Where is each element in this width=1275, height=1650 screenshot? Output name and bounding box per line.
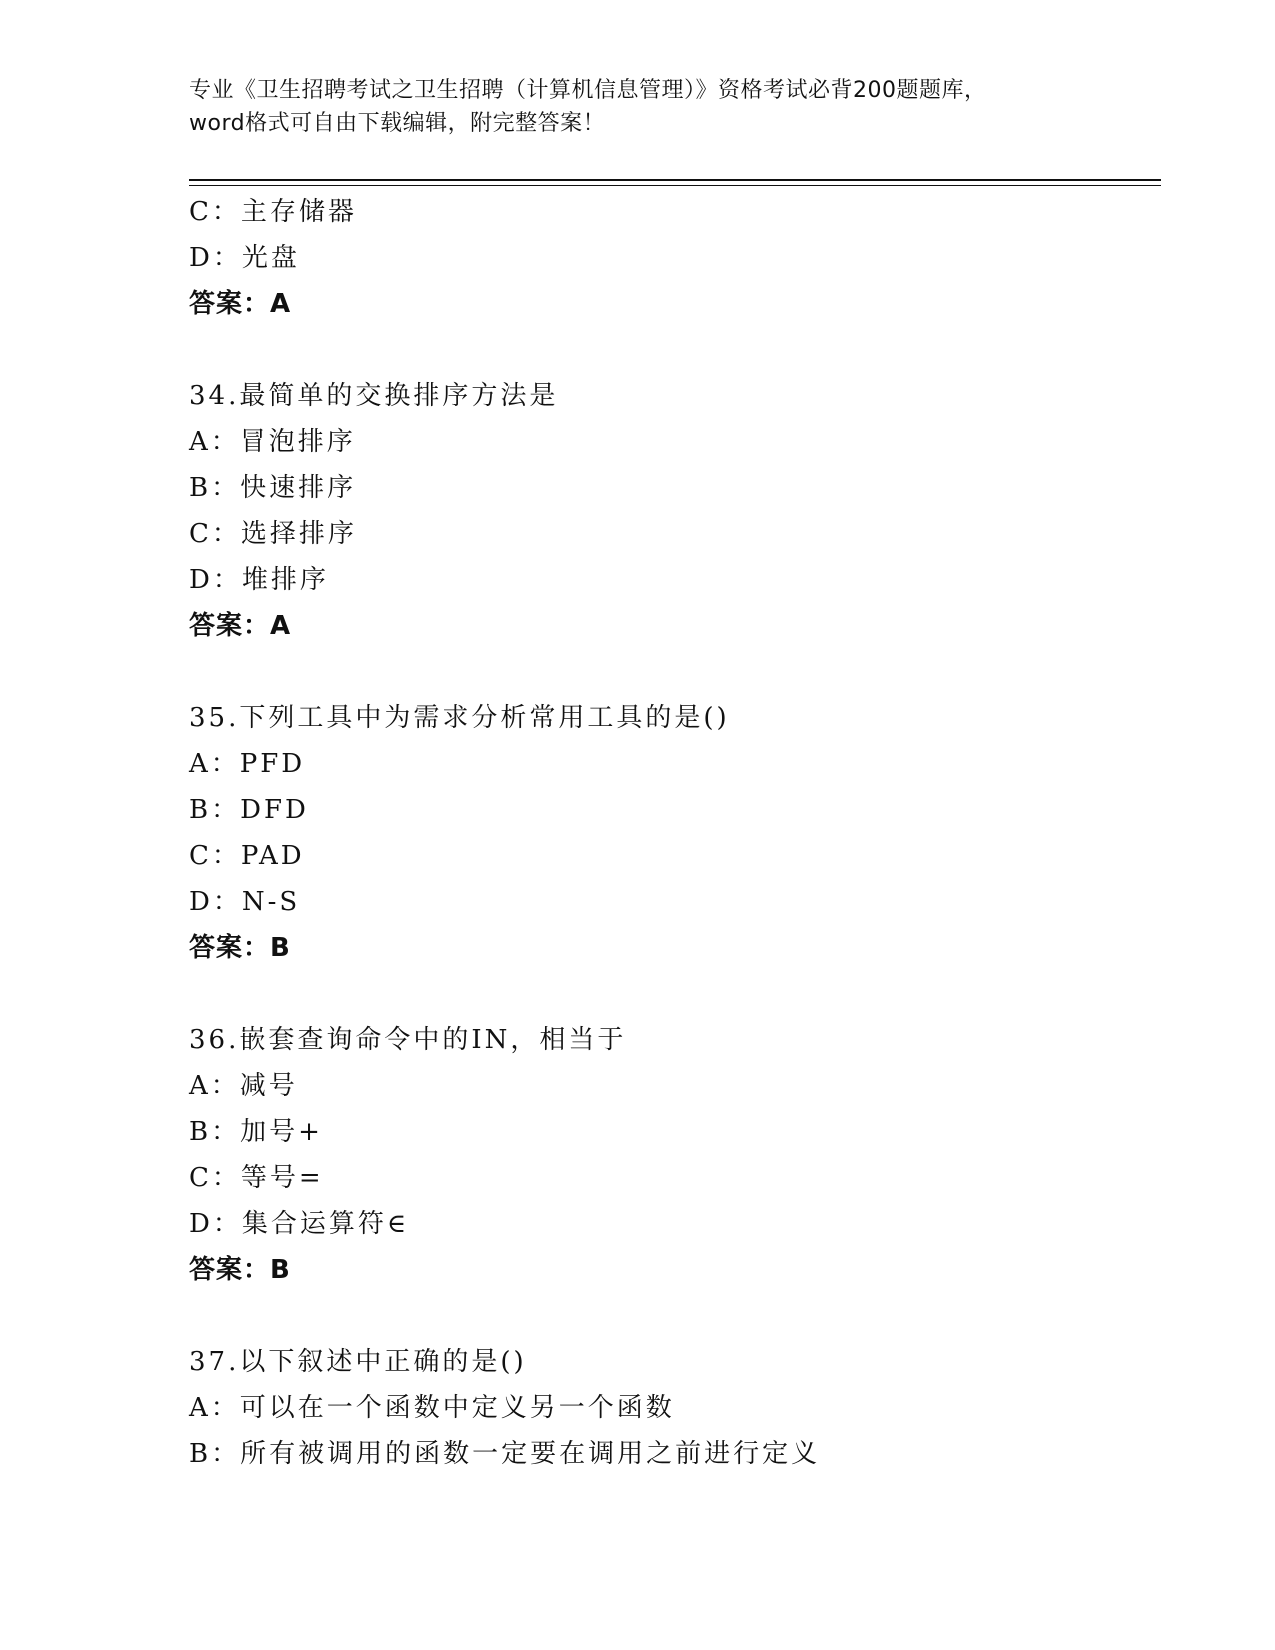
option-b: B：DFD xyxy=(189,795,309,825)
header-title-line-2: word格式可自由下载编辑，附完整答案！ xyxy=(189,111,606,136)
question-34: 34.最简单的交换排序方法是 xyxy=(189,381,559,411)
header-divider-thin xyxy=(189,185,1161,186)
question-37: 37.以下叙述中正确的是() xyxy=(189,1347,527,1377)
option-a: A：减号 xyxy=(189,1071,298,1101)
option-a: A：可以在一个函数中定义另一个函数 xyxy=(189,1393,675,1423)
option-d: D：N-S xyxy=(189,887,301,917)
spacer xyxy=(189,649,1169,695)
spacer xyxy=(189,971,1169,1017)
header-divider-thick xyxy=(189,179,1161,181)
answer-line: 答案：A xyxy=(189,611,292,641)
spacer xyxy=(189,1293,1169,1339)
question-list xyxy=(189,189,1169,1477)
answer-line: 答案：B xyxy=(189,933,291,963)
option-a: A：冒泡排序 xyxy=(189,427,356,457)
answer-line: 答案：A xyxy=(189,289,292,319)
option-b: B：加号+ xyxy=(189,1117,323,1147)
option-c: C：等号= xyxy=(189,1163,324,1193)
question-36: 36.嵌套查询命令中的IN，相当于 xyxy=(189,1025,627,1055)
option-b: B：所有被调用的函数一定要在调用之前进行定义 xyxy=(189,1439,821,1469)
option-c: C：主存储器 xyxy=(189,197,357,227)
option-d: D：集合运算符∈ xyxy=(189,1209,410,1239)
option-d: D：堆排序 xyxy=(189,565,329,595)
option-b: B：快速排序 xyxy=(189,473,357,503)
option-c: C：选择排序 xyxy=(189,519,357,549)
header-title-line-1: 专业《卫生招聘考试之卫生招聘（计算机信息管理）》资格考试必背200题题库， xyxy=(189,78,987,103)
document-header xyxy=(189,74,1089,140)
option-a: A：PFD xyxy=(189,749,306,779)
option-c: C：PAD xyxy=(189,841,305,871)
spacer xyxy=(189,327,1169,373)
answer-line: 答案：B xyxy=(189,1255,291,1285)
question-35: 35.下列工具中为需求分析常用工具的是() xyxy=(189,703,730,733)
option-d: D：光盘 xyxy=(189,243,300,273)
